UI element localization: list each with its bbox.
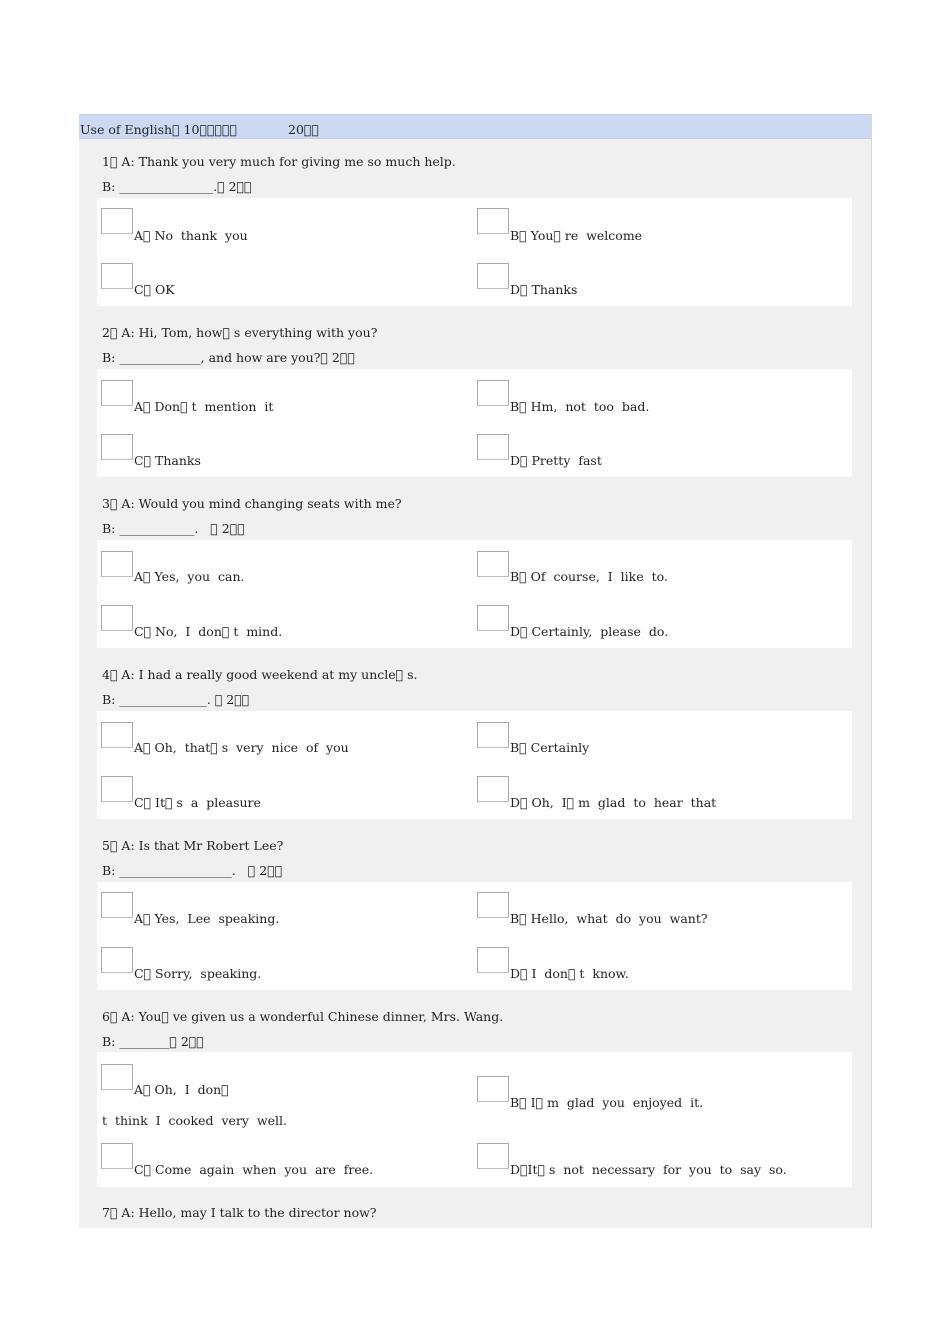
question-3-prompt: 3  A: Would you mind changing seats with me? <box>102 496 402 511</box>
q6-option-b[interactable]: B  I  m glad you enjoyed it. <box>510 1095 704 1110</box>
q4-option-c[interactable]: C  It  s a pleasure <box>134 795 261 810</box>
question-1-reply: B: _______________.  2   <box>102 179 252 194</box>
question-2-prompt: 2  A: Hi, Tom, how  s everything with you? <box>102 325 378 340</box>
q4-option-a-checkbox[interactable] <box>101 722 133 748</box>
q3-option-b[interactable]: B  Of course, I like to. <box>510 569 668 584</box>
q1-option-a-checkbox[interactable] <box>101 208 133 234</box>
q5-option-a-checkbox[interactable] <box>101 892 133 918</box>
question-2-options <box>97 369 852 477</box>
q4-option-d[interactable]: D  Oh, I  m glad to hear that <box>510 795 717 810</box>
q6-option-c-checkbox[interactable] <box>101 1143 133 1169</box>
q3-option-a[interactable]: A  Yes, you can. <box>134 569 245 584</box>
q2-option-b-checkbox[interactable] <box>477 380 509 406</box>
q2-option-c[interactable]: C  Thanks <box>134 453 201 468</box>
q6-option-c[interactable]: C  Come again when you are free. <box>134 1162 374 1177</box>
q4-option-b-checkbox[interactable] <box>477 722 509 748</box>
question-4-reply: B: ______________.   2   <box>102 692 250 707</box>
q4-option-b[interactable]: B  Certainly <box>510 740 590 755</box>
question-1-options <box>97 198 852 306</box>
q5-option-b-checkbox[interactable] <box>477 892 509 918</box>
q1-option-d-checkbox[interactable] <box>477 263 509 289</box>
q2-option-a[interactable]: A  Don  t mention it <box>134 399 274 414</box>
q1-option-d[interactable]: D  Thanks <box>510 282 578 297</box>
q5-option-b[interactable]: B  Hello, what do you want? <box>510 911 708 926</box>
q6-option-b-checkbox[interactable] <box>477 1076 509 1102</box>
question-5-prompt: 5  A: Is that Mr Robert Lee? <box>102 838 284 853</box>
q5-option-c[interactable]: C  Sorry, speaking. <box>134 966 262 981</box>
q2-option-b[interactable]: B  Hm, not too bad. <box>510 399 650 414</box>
q2-option-c-checkbox[interactable] <box>101 434 133 460</box>
section-title: Use of English  10      <box>80 122 237 137</box>
q2-option-d-checkbox[interactable] <box>477 434 509 460</box>
q1-option-b-checkbox[interactable] <box>477 208 509 234</box>
q2-option-d[interactable]: D  Pretty fast <box>510 453 602 468</box>
q5-option-a[interactable]: A  Yes, Lee speaking. <box>134 911 280 926</box>
q3-option-c-checkbox[interactable] <box>101 605 133 631</box>
q6-option-a[interactable]: A  Oh, I don  <box>134 1082 229 1097</box>
q4-option-d-checkbox[interactable] <box>477 776 509 802</box>
q2-option-a-checkbox[interactable] <box>101 380 133 406</box>
q5-option-c-checkbox[interactable] <box>101 947 133 973</box>
section-header <box>79 114 871 139</box>
question-3-reply: B: ____________.   2   <box>102 521 245 536</box>
q1-option-c-checkbox[interactable] <box>101 263 133 289</box>
question-4-prompt: 4  A: I had a really good weekend at my uncle  s. <box>102 667 418 682</box>
question-6-reply: B: ________  2   <box>102 1034 204 1049</box>
q6-option-a-continued[interactable]: t think I cooked very well. <box>102 1113 287 1128</box>
question-6-prompt: 6  A: You  ve given us a wonderful Chinese dinner, Mrs. Wang. <box>102 1009 504 1024</box>
q1-option-a[interactable]: A  No thank you <box>134 228 248 243</box>
q4-option-a[interactable]: A  Oh, that  s very nice of you <box>134 740 349 755</box>
q6-option-a-checkbox[interactable] <box>101 1064 133 1090</box>
question-5-reply: B: __________________.   2   <box>102 863 283 878</box>
q6-option-d[interactable]: D It  s not necessary for you to say so. <box>510 1162 787 1177</box>
q3-option-a-checkbox[interactable] <box>101 551 133 577</box>
q3-option-b-checkbox[interactable] <box>477 551 509 577</box>
question-1-prompt: 1  A: Thank you very much for giving me so much help. <box>102 154 456 169</box>
question-2-reply: B: _____________, and how are you?  2   <box>102 350 355 365</box>
q4-option-c-checkbox[interactable] <box>101 776 133 802</box>
q5-option-d-checkbox[interactable] <box>477 947 509 973</box>
q3-option-c[interactable]: C  No, I don  t mind. <box>134 624 283 639</box>
q1-option-c[interactable]: C  OK <box>134 282 175 297</box>
q5-option-d[interactable]: D  I don  t know. <box>510 966 629 981</box>
question-7-prompt: 7  A: Hello, may I talk to the director now? <box>102 1205 377 1220</box>
q3-option-d-checkbox[interactable] <box>477 605 509 631</box>
q6-option-d-checkbox[interactable] <box>477 1143 509 1169</box>
section-points: 20   <box>288 122 319 137</box>
q1-option-b[interactable]: B  You  re welcome <box>510 228 643 243</box>
q3-option-d[interactable]: D  Certainly, please do. <box>510 624 669 639</box>
